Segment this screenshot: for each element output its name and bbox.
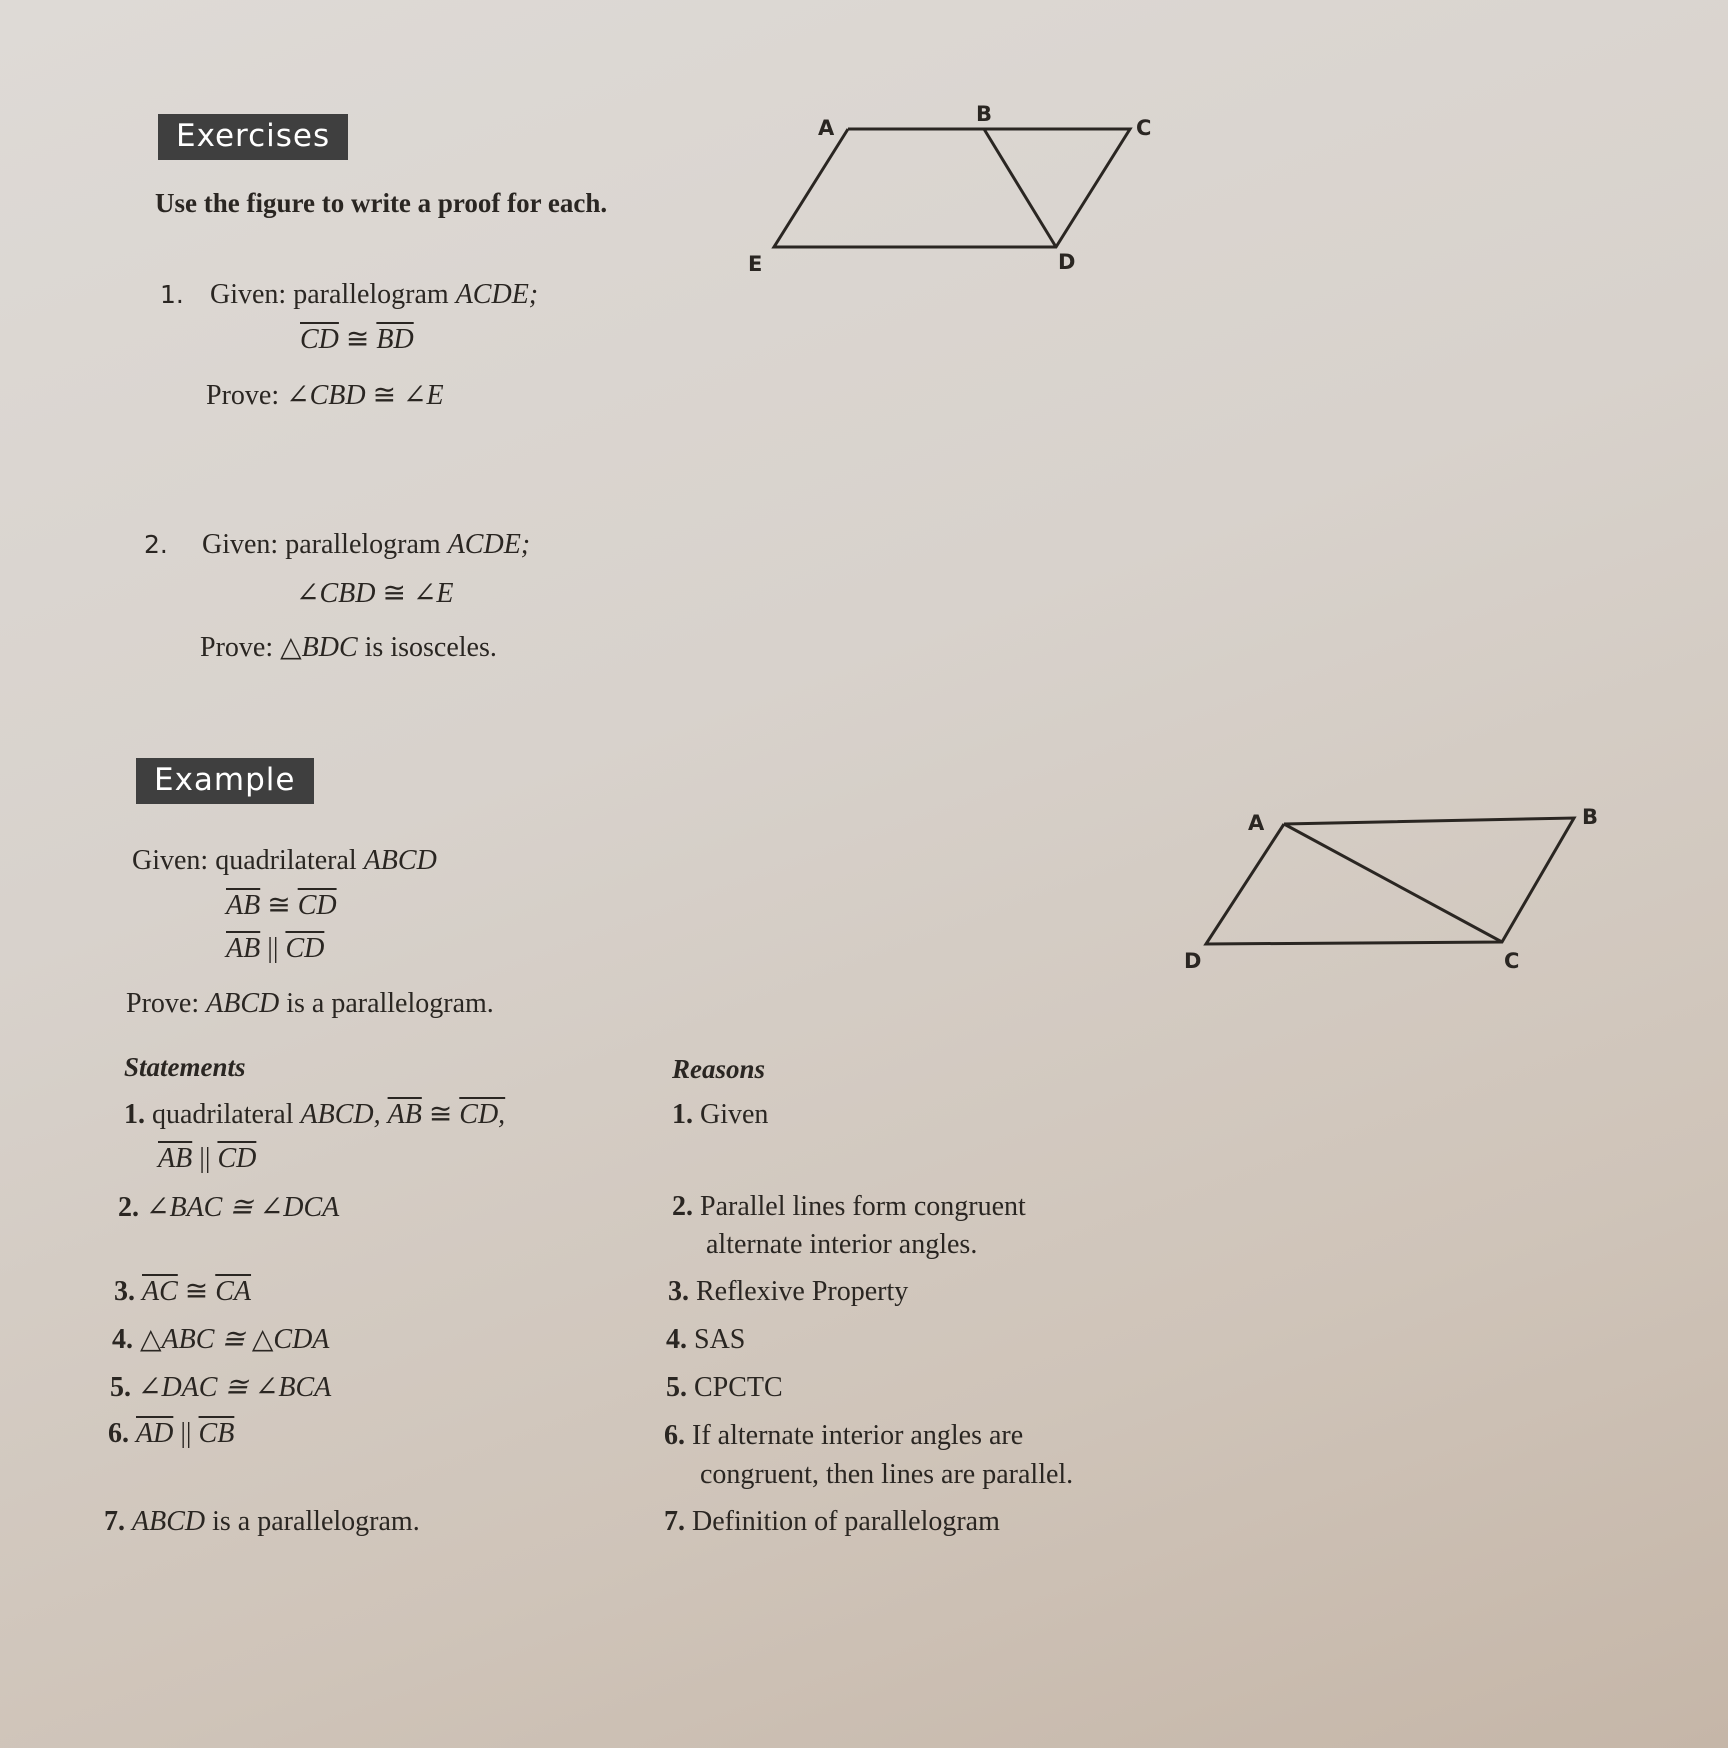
angle-cbd: ∠CBD (286, 380, 366, 411)
prove-word: Prove: (206, 380, 280, 411)
prove-word: Prove: (126, 988, 200, 1019)
reason-number: 6. (664, 1420, 685, 1451)
prove-text: is a parallelogram. (286, 988, 494, 1019)
segment-cd: $\overline{CD}$ (300, 324, 339, 355)
segment-ca: $\overline{CA}$ (215, 1276, 252, 1307)
reason-1 (672, 1099, 768, 1131)
segment-cd: $\overline{CD}$ (297, 890, 337, 921)
example-given-line2 (226, 888, 337, 922)
given-text: quadrilateral (215, 845, 357, 876)
figure-label-d: D (1058, 250, 1076, 274)
statements-header: Statements (124, 1052, 246, 1082)
reason-number: 7. (664, 1506, 685, 1537)
segment-cd: $\overline{CD}$ (217, 1143, 257, 1174)
reason-number: 1. (672, 1099, 693, 1130)
figure-label-a: A (818, 116, 835, 140)
given-word: Given: (132, 845, 209, 876)
congruent-symbol: ≅ (184, 1276, 209, 1307)
statement-text: ∠BAC ≅ ∠DCA (146, 1192, 340, 1223)
reasons-header: Reasons (672, 1054, 766, 1084)
statement-1 (124, 1097, 505, 1131)
statement-number: 2. (118, 1192, 139, 1223)
angle-cbd: ∠CBD (296, 578, 376, 609)
reason-text: Parallel lines form congruent (700, 1191, 1026, 1222)
figure-abcd (1180, 800, 1620, 980)
statement-7 (104, 1506, 420, 1538)
example-given (132, 845, 437, 877)
statement-6 (108, 1418, 234, 1450)
example-label: Example (136, 758, 314, 804)
triangle-bdc: △BDC (280, 632, 358, 663)
reason-number: 5. (666, 1372, 687, 1403)
statement-number: 3. (114, 1276, 135, 1307)
angle-e: ∠E (403, 380, 444, 411)
segment-ab: $\overline{AB}$ (158, 1143, 193, 1174)
statement-number: 6. (108, 1418, 129, 1449)
parallel-symbol: || (267, 933, 279, 964)
reason-number: 3. (668, 1276, 689, 1307)
problem-1-number: 1. (160, 280, 184, 309)
figure-label-e: E (748, 252, 763, 276)
problem-2-given-line2 (296, 576, 454, 610)
statement-shape: ABCD, (300, 1099, 381, 1130)
reason-6-line2: congruent, then lines are parallel. (700, 1459, 1074, 1490)
angle-e: ∠E (412, 578, 454, 609)
segment-ab: $\overline{AB}$ (387, 1099, 422, 1130)
congruent-symbol: ≅ (382, 578, 406, 609)
statement-text: ∠DAC ≅ ∠BCA (138, 1372, 332, 1403)
reason-4 (666, 1324, 745, 1356)
reason-3 (668, 1276, 908, 1308)
statement-2 (118, 1190, 339, 1224)
statement-number: 1. (124, 1099, 145, 1130)
reason-2 (672, 1191, 1026, 1223)
statement-3 (114, 1274, 251, 1308)
reason-text: Definition of parallelogram (692, 1506, 1000, 1537)
prove-shape: ABCD (206, 988, 280, 1019)
statement-4 (112, 1322, 329, 1356)
parallel-symbol: || (180, 1418, 192, 1449)
reason-text: Given (700, 1099, 769, 1130)
reason-2-line2: alternate interior angles. (706, 1229, 978, 1260)
congruent-symbol: ≅ (428, 1099, 453, 1130)
exercises-label: Exercises (158, 114, 348, 160)
given-text: parallelogram (293, 279, 449, 310)
statement-1-line2 (158, 1143, 256, 1175)
reason-text: If alternate interior angles are (692, 1420, 1024, 1451)
figure-label-c: C (1136, 116, 1152, 140)
segment-ab: $\overline{AB}$ (226, 890, 261, 921)
reason-5 (666, 1372, 783, 1404)
problem-2-prove (200, 630, 497, 664)
statement-5 (110, 1370, 331, 1404)
statement-text: △ABC ≅ △CDA (140, 1324, 330, 1355)
figure-label-a: A (1248, 811, 1265, 835)
parallel-symbol: || (199, 1143, 211, 1174)
statement-shape: ABCD (132, 1506, 206, 1537)
congruent-symbol: ≅ (372, 380, 397, 411)
reason-7 (664, 1506, 1000, 1538)
example-given-line3 (226, 933, 324, 965)
segment-cd: $\overline{CD}$ (285, 933, 325, 964)
given-shape: ABCD (363, 845, 437, 876)
statement-number: 5. (110, 1372, 131, 1403)
statement-number: 7. (104, 1506, 125, 1537)
segment-bd: $\overline{BD}$ (376, 324, 414, 355)
statement-number: 4. (112, 1324, 133, 1355)
prove-text: is isosceles. (364, 632, 497, 663)
problem-1-prove (206, 378, 444, 412)
problem-1-given (210, 279, 538, 311)
congruent-symbol: ≅ (345, 324, 370, 355)
prove-word: Prove: (200, 632, 274, 663)
reason-number: 2. (672, 1191, 693, 1222)
exercise-instruction: Use the figure to write a proof for each. (155, 188, 608, 218)
congruent-symbol: ≅ (267, 890, 291, 921)
figure-acde (740, 95, 1180, 285)
segment-cd: CD, (459, 1099, 506, 1130)
figure-label-b: B (976, 102, 993, 126)
figure-label-d: D (1184, 949, 1202, 973)
given-shape: ACDE; (447, 529, 531, 560)
segment-ab: $\overline{AB}$ (226, 933, 261, 964)
given-word: Given: (202, 529, 279, 560)
example-prove (126, 988, 494, 1020)
figure-label-b: B (1582, 805, 1599, 829)
problem-2-number: 2. (144, 530, 168, 559)
reason-text: CPCTC (694, 1372, 783, 1403)
segment-cb: $\overline{CB}$ (198, 1418, 235, 1449)
reason-text: SAS (694, 1324, 746, 1355)
problem-1-given-line2 (300, 322, 414, 356)
statement-text: is a parallelogram. (212, 1506, 420, 1537)
reason-6 (664, 1420, 1023, 1452)
segment-ac: $\overline{AC}$ (142, 1276, 178, 1307)
reason-number: 4. (666, 1324, 687, 1355)
figure-label-c: C (1504, 949, 1520, 973)
figure-abcd-segment-ac (1284, 824, 1502, 942)
figure-acde-segment-bd (984, 129, 1056, 247)
statement-text: quadrilateral (152, 1099, 294, 1130)
problem-2-given (202, 529, 530, 561)
given-shape: ACDE; (455, 279, 539, 310)
figure-acde-outline (774, 129, 1130, 247)
given-word: Given: (210, 279, 287, 310)
segment-ad: $\overline{AD}$ (136, 1418, 174, 1449)
reason-text: Reflexive Property (696, 1276, 909, 1307)
given-text: parallelogram (285, 529, 441, 560)
